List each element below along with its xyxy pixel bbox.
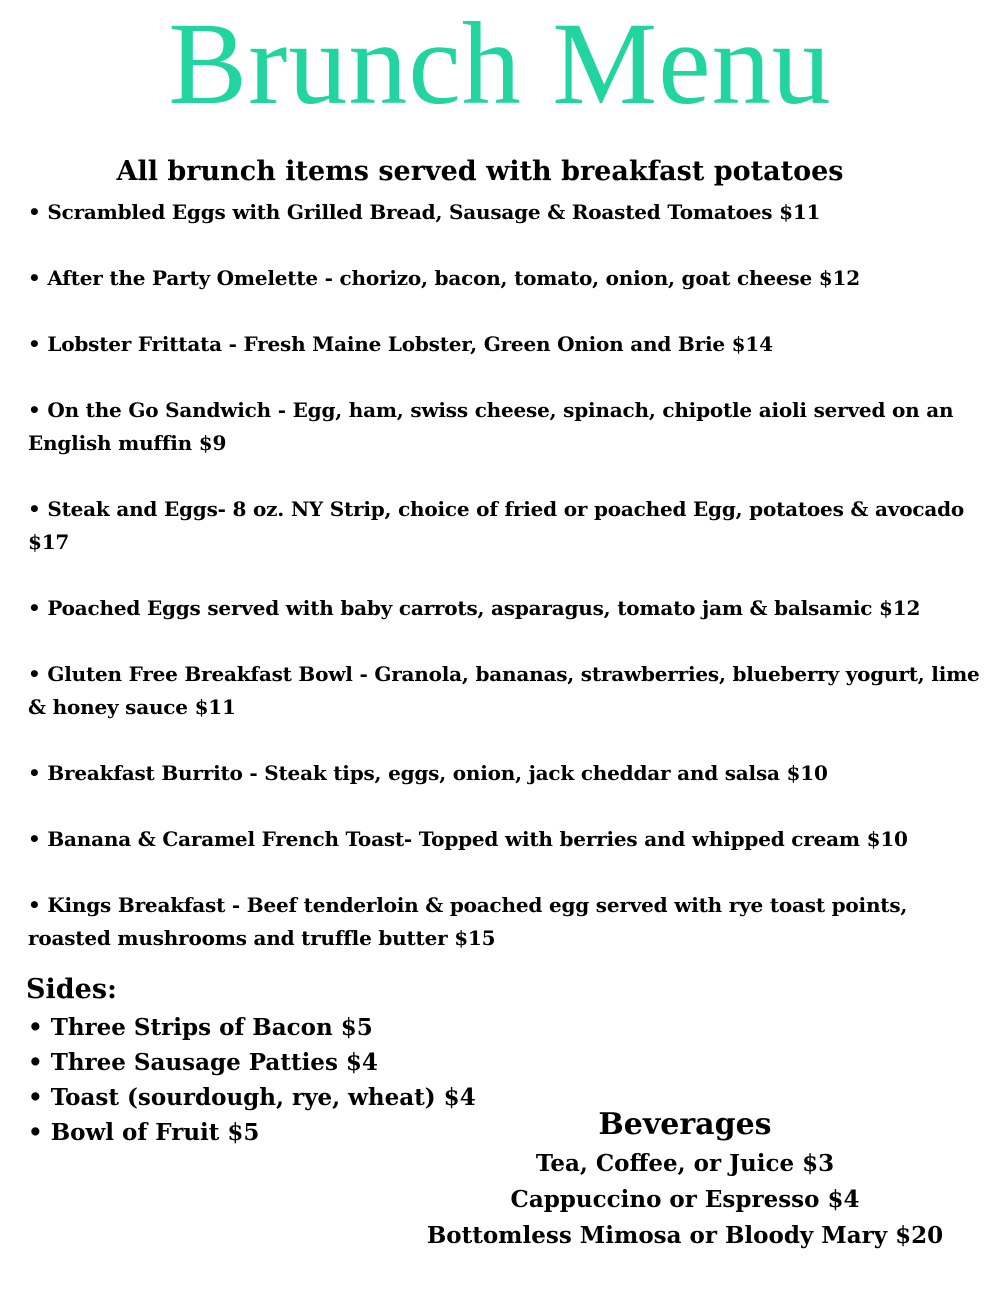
sides-heading: Sides:: [26, 974, 117, 1005]
side-item: • Three Sausage Patties $4: [28, 1049, 378, 1076]
brunch-items-list: [28, 196, 988, 988]
beverage-item: Cappuccino or Espresso $4: [510, 1186, 860, 1213]
brunch-item: • Kings Breakfast - Beef tenderloin & poached egg served with rye toast points, roasted mushrooms and truffle butter $15: [28, 893, 908, 950]
menu-title: Brunch Menu: [168, 0, 832, 129]
brunch-item: • Gluten Free Breakfast Bowl - Granola, bananas, strawberries, blueberry yogurt, lime & honey sauce $11: [28, 662, 980, 719]
brunch-item: • Steak and Eggs- 8 oz. NY Strip, choice of fried or poached Egg, potatoes & avocado $17: [28, 497, 965, 554]
sides-list: [28, 1010, 476, 1150]
brunch-item: • Poached Eggs served with baby carrots, asparagus, tomato jam & balsamic $12: [28, 596, 921, 620]
side-item: • Three Strips of Bacon $5: [28, 1014, 373, 1041]
beverages-section: [420, 1104, 950, 1254]
beverage-item: Bottomless Mimosa or Bloody Mary $20: [426, 1222, 944, 1249]
brunch-item: • Scrambled Eggs with Grilled Bread, Sausage & Roasted Tomatoes $11: [28, 200, 821, 224]
brunch-item: • Breakfast Burrito - Steak tips, eggs, onion, jack cheddar and salsa $10: [28, 761, 828, 785]
brunch-item: • Lobster Frittata - Fresh Maine Lobster, Green Onion and Brie $14: [28, 332, 773, 356]
beverages-list: [420, 1146, 950, 1254]
beverages-heading: Beverages: [598, 1107, 772, 1142]
menu-subtitle: All brunch items served with breakfast potatoes: [116, 156, 844, 187]
brunch-item: • Banana & Caramel French Toast- Topped with berries and whipped cream $10: [28, 827, 908, 851]
side-item: • Toast (sourdough, rye, wheat) $4: [28, 1084, 476, 1111]
side-item: • Bowl of Fruit $5: [28, 1119, 260, 1146]
beverage-item: Tea, Coffee, or Juice $3: [535, 1150, 835, 1177]
brunch-item: • After the Party Omelette - chorizo, bacon, tomato, onion, goat cheese $12: [28, 266, 860, 290]
brunch-item: • On the Go Sandwich - Egg, ham, swiss cheese, spinach, chipotle aioli served on an English muffin $9: [28, 398, 954, 455]
